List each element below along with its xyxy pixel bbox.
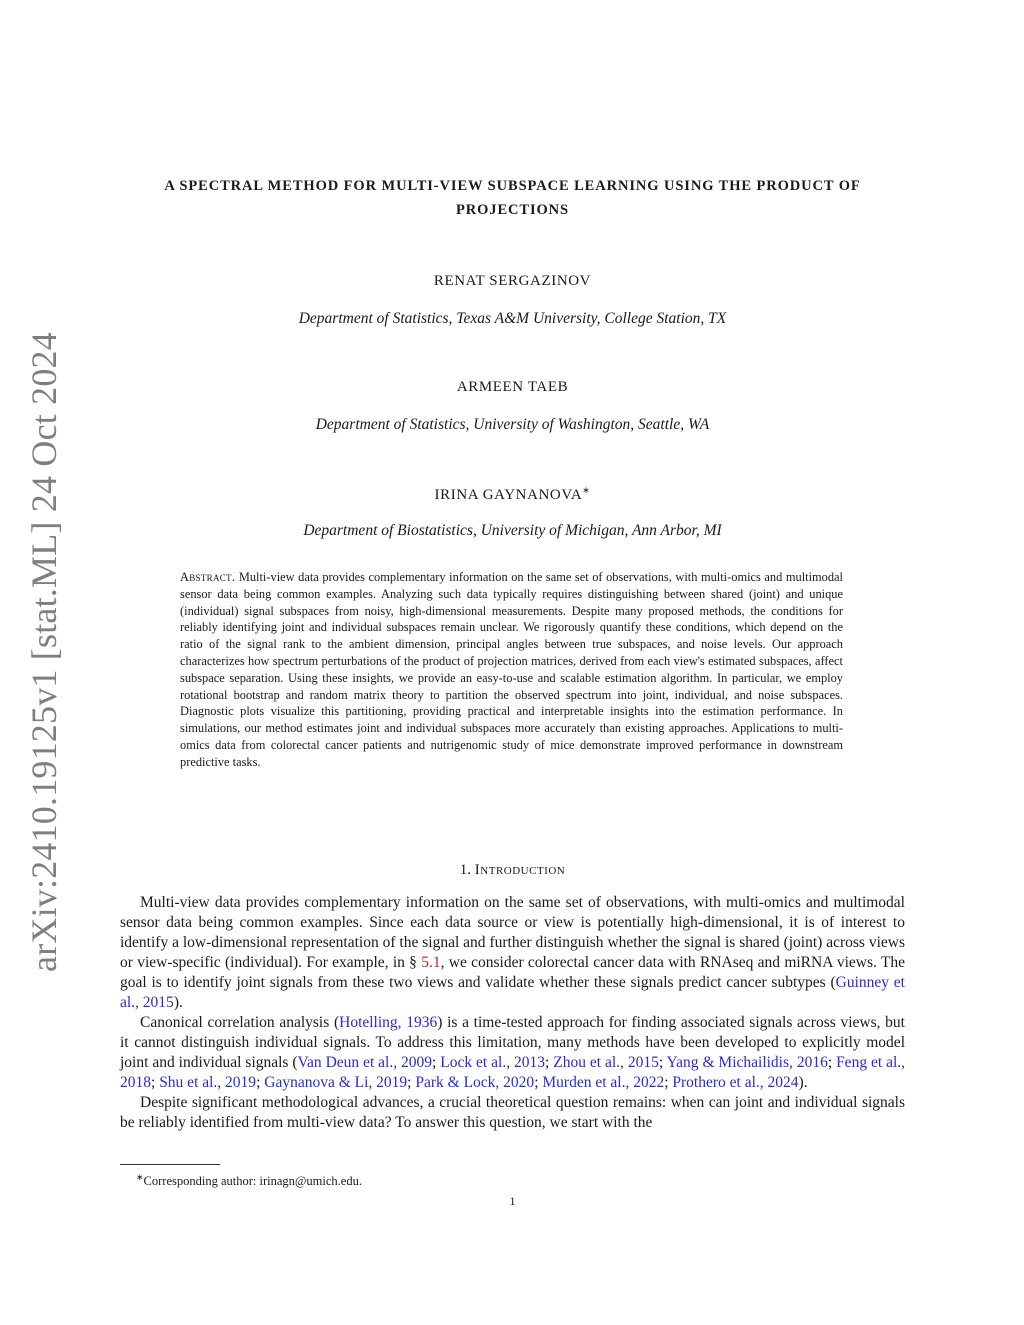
citation-link[interactable]: Hotelling, 1936 (339, 1014, 438, 1031)
author-mark: ∗ (582, 485, 591, 495)
citation-link[interactable]: Feng et al., 2018 (120, 1054, 906, 1091)
footnote (136, 1172, 362, 1189)
citation-link[interactable]: Van Deun et al., 2009 (297, 1054, 433, 1071)
paragraph: Despite significant methodological advances, a crucial theoretical question remains: when can joint and individual signals be reliably identified from multi-view data? To answer this question, we start with the (120, 1094, 905, 1131)
citation-separator: ; (151, 1074, 160, 1091)
footnote-rule (120, 1164, 220, 1165)
citation-link[interactable]: Shu et al., 2019 (159, 1074, 257, 1091)
author-name: ARMEEN TAEB (456, 379, 569, 395)
paper-title: A SPECTRAL METHOD FOR MULTI-VIEW SUBSPACE LEARNING USING THE PRODUCT OF PROJECTIONS (164, 178, 861, 218)
footnote-mark: ∗ (136, 1172, 144, 1182)
abstract-text: Multi-view data provides complementary information on the same set of observations, with multi-omics and multimodal sensor data being common examples. Analyzing such data typically requires distinguishing between shared (joint) and unique (individual) signal subspaces from noisy, high-dimensional measurements. Despite many proposed methods, the conditions for reliably identifying joint and individual subspaces remain unclear. We rigorously quantify these conditions, which depend on the ratio of the signal rank to the ambient dimension, principal angles between true subspaces, and noise levels. Our approach characterizes how spectrum perturbations of the product of projection matrices, derived from each view's estimated subspaces, affect subspace separation. Using these insights, we provide an easy-to-use and scalable estimation algorithm. In particular, we employ rotational bootstrap and random matrix theory to partition the observed spectrum into joint, individual, and noise subspaces. Diagnostic plots visualize this partitioning, providing practical and interpretable insights into the estimation performance. In simulations, our method estimates joint and individual subspaces more accurately than existing approaches. Applications to multi-omics data from colorectal cancer patients and nutrigenomic study of mice demonstrate improved performance in downstream predictive tasks. (180, 570, 843, 769)
author-name: RENAT SERGAZINOV (433, 273, 592, 289)
citation-separator: ; (664, 1074, 673, 1091)
citation-link[interactable]: Park & Lock, 2020 (415, 1074, 535, 1091)
section-ref-link[interactable]: 5.1 (421, 954, 441, 971)
text-run: ). (173, 994, 183, 1011)
text-run: ) is a time-tested approach for finding associated signals across views, but it cannot distinguish individual signals. To address this limitation, many methods have been developed to explicitly model joint and individual signals ( (120, 1014, 905, 1071)
abstract-label: Abstract. (180, 570, 236, 584)
section-title: Introduction (474, 862, 566, 878)
footnote-text: Corresponding author: irinagn@umich.edu. (143, 1174, 362, 1189)
citation-link[interactable]: Gaynanova & Li, 2019 (264, 1074, 408, 1091)
author-2 (120, 379, 905, 396)
section-number: 1. (459, 862, 472, 878)
citation-link[interactable]: Guinney et al., 2015 (120, 974, 905, 1011)
author-2-affiliation: Department of Statistics, University of Washington, Seattle, WA (315, 416, 710, 433)
author-1-affiliation: Department of Statistics, Texas A&M University, College Station, TX (298, 310, 727, 327)
text-run: Multi-view data provides complementary information on the same set of observations, with multi-omics and multimodal sensor data being common examples. Since each data source or view is potentially high-dimensional, it is of interest to identify a low-dimensional representation of the signal and further distinguish whether the signal is shared (joint) across views or view-specific (individual). For example, in § (120, 894, 905, 971)
citation-separator: ; (407, 1074, 416, 1091)
text-run: ). (798, 1074, 808, 1091)
citation-separator: ; (534, 1074, 543, 1091)
citation-link[interactable]: Lock et al., 2013 (440, 1054, 545, 1071)
citation-link[interactable]: Murden et al., 2022 (542, 1074, 665, 1091)
section-heading (120, 862, 905, 879)
citation-link[interactable]: Yang & Michailidis, 2016 (666, 1054, 828, 1071)
author-3-affiliation: Department of Biostatistics, University of Michigan, Ann Arbor, MI (303, 522, 722, 539)
abstract (180, 569, 843, 771)
citation-separator: ; (658, 1054, 667, 1071)
citation-link[interactable]: Zhou et al., 2015 (553, 1054, 659, 1071)
citation-separator: ; (432, 1054, 441, 1071)
author-3 (120, 485, 905, 504)
citation-separator: ; (827, 1054, 837, 1071)
text-run: Canonical correlation analysis ( (140, 1014, 340, 1031)
citation-link[interactable]: Prothero et al., 2024 (672, 1074, 799, 1091)
author-name: IRINA GAYNANOVA (434, 487, 583, 503)
author-1 (120, 273, 905, 290)
paragraph (120, 893, 905, 1013)
page-number: 1 (509, 1194, 516, 1208)
citation-separator: ; (545, 1054, 554, 1071)
text-run: , we consider colorectal cancer data with RNAseq and miRNA views. The goal is to identify joint signals from these two views and validate whether these signals predict cancer subtypes ( (120, 954, 905, 991)
paragraph (120, 1013, 905, 1093)
body-text (120, 893, 905, 1133)
citation-separator: ; (256, 1074, 265, 1091)
arxiv-id: arXiv:2410.19125v1 [stat.ML] 24 Oct 2024 (24, 332, 64, 972)
